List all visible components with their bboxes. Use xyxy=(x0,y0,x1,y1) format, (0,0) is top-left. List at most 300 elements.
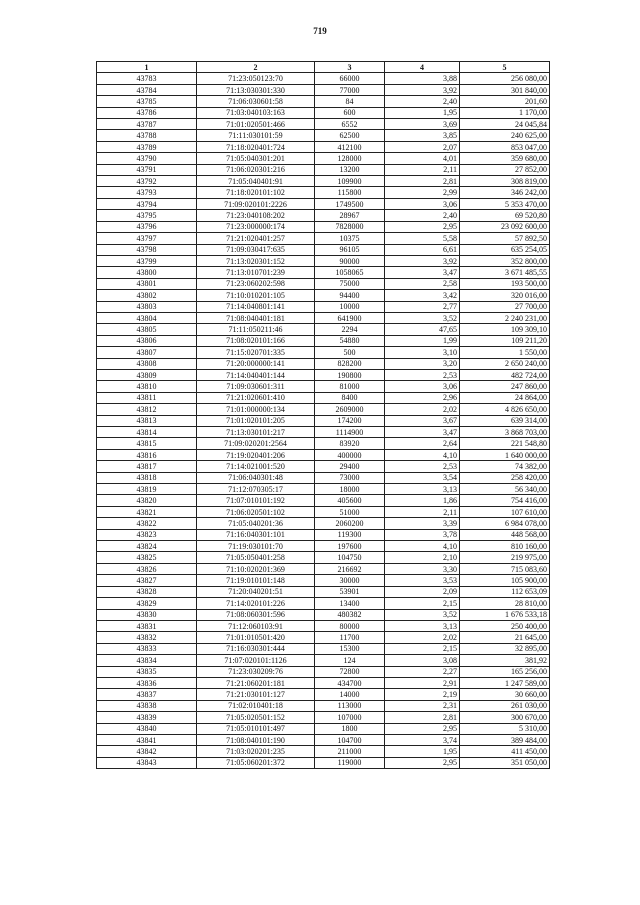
value-cell: 754 416,00 xyxy=(460,495,550,506)
rate-cell: 3,74 xyxy=(385,734,460,745)
rate-cell: 1,95 xyxy=(385,746,460,757)
rate-cell: 3,92 xyxy=(385,84,460,95)
value-cell: 1 640 000,00 xyxy=(460,449,550,460)
row-id-cell: 43808 xyxy=(97,358,197,369)
value-cell: 351 050,00 xyxy=(460,757,550,768)
value-cell: 5 353 470,00 xyxy=(460,198,550,209)
rate-cell: 6,61 xyxy=(385,244,460,255)
table-row xyxy=(97,620,550,631)
page-number: 719 xyxy=(313,26,327,36)
table-row xyxy=(97,598,550,609)
area-cell: 2060200 xyxy=(315,518,385,529)
cadastral-number-cell: 71:08:020101:166 xyxy=(197,335,315,346)
table-row xyxy=(97,255,550,266)
row-id-cell: 43817 xyxy=(97,461,197,472)
table-row xyxy=(97,130,550,141)
row-id-cell: 43803 xyxy=(97,301,197,312)
table-row xyxy=(97,404,550,415)
table-row xyxy=(97,335,550,346)
rate-cell: 2,64 xyxy=(385,438,460,449)
cadastral-number-cell: 71:15:020701:335 xyxy=(197,347,315,358)
table-row xyxy=(97,301,550,312)
cadastral-number-cell: 71:07:010101:192 xyxy=(197,495,315,506)
cadastral-number-cell: 71:06:030601:58 xyxy=(197,96,315,107)
table-row xyxy=(97,244,550,255)
area-cell: 128000 xyxy=(315,153,385,164)
row-id-cell: 43801 xyxy=(97,278,197,289)
table-body xyxy=(97,73,550,769)
area-cell: 828200 xyxy=(315,358,385,369)
rate-cell: 3,54 xyxy=(385,472,460,483)
table-row xyxy=(97,518,550,529)
table-row xyxy=(97,198,550,209)
cadastral-number-cell: 71:09:020101:2226 xyxy=(197,198,315,209)
rate-cell: 2,02 xyxy=(385,632,460,643)
row-id-cell: 43826 xyxy=(97,563,197,574)
cadastral-number-cell: 71:12:070305:17 xyxy=(197,484,315,495)
value-cell: 24 864,00 xyxy=(460,392,550,403)
rate-cell: 3,20 xyxy=(385,358,460,369)
area-cell: 174200 xyxy=(315,415,385,426)
table-row xyxy=(97,278,550,289)
rate-cell: 3,13 xyxy=(385,484,460,495)
cadastral-number-cell: 71:19:010101:148 xyxy=(197,575,315,586)
rate-cell: 47,65 xyxy=(385,324,460,335)
table-row xyxy=(97,449,550,460)
row-id-cell: 43831 xyxy=(97,620,197,631)
row-id-cell: 43795 xyxy=(97,210,197,221)
cadastral-number-cell: 71:03:040103:163 xyxy=(197,107,315,118)
value-cell: 1 247 589,00 xyxy=(460,677,550,688)
value-cell: 258 420,00 xyxy=(460,472,550,483)
value-cell: 1 550,00 xyxy=(460,347,550,358)
cadastral-number-cell: 71:05:010101:497 xyxy=(197,723,315,734)
table-row xyxy=(97,495,550,506)
table-row xyxy=(97,267,550,278)
cadastral-number-cell: 71:14:021001:520 xyxy=(197,461,315,472)
rate-cell: 2,81 xyxy=(385,712,460,723)
cadastral-number-cell: 71:11:030101:59 xyxy=(197,130,315,141)
cadastral-number-cell: 71:13:030301:330 xyxy=(197,84,315,95)
area-cell: 29400 xyxy=(315,461,385,472)
row-id-cell: 43784 xyxy=(97,84,197,95)
rate-cell: 3,52 xyxy=(385,312,460,323)
row-id-cell: 43833 xyxy=(97,643,197,654)
rate-cell: 2,27 xyxy=(385,666,460,677)
area-cell: 115800 xyxy=(315,187,385,198)
rate-cell: 3,88 xyxy=(385,73,460,84)
row-id-cell: 43814 xyxy=(97,427,197,438)
area-cell: 124 xyxy=(315,655,385,666)
area-cell: 80000 xyxy=(315,620,385,631)
row-id-cell: 43792 xyxy=(97,176,197,187)
rate-cell: 2,53 xyxy=(385,369,460,380)
value-cell: 27 700,00 xyxy=(460,301,550,312)
cadastral-number-cell: 71:13:020301:152 xyxy=(197,255,315,266)
table-row xyxy=(97,153,550,164)
cadastral-number-cell: 71:14:040401:144 xyxy=(197,369,315,380)
table-row xyxy=(97,73,550,84)
cadastral-number-cell: 71:05:040201:36 xyxy=(197,518,315,529)
table-row xyxy=(97,506,550,517)
cadastral-number-cell: 71:13:030101:217 xyxy=(197,427,315,438)
rate-cell: 2,10 xyxy=(385,552,460,563)
table-row xyxy=(97,427,550,438)
rate-cell: 5,58 xyxy=(385,233,460,244)
table-row xyxy=(97,187,550,198)
row-id-cell: 43810 xyxy=(97,381,197,392)
table-row xyxy=(97,438,550,449)
row-id-cell: 43821 xyxy=(97,506,197,517)
table-row xyxy=(97,107,550,118)
cadastral-number-cell: 71:14:040801:141 xyxy=(197,301,315,312)
table-row xyxy=(97,757,550,768)
table-row xyxy=(97,586,550,597)
rate-cell: 3,10 xyxy=(385,347,460,358)
area-cell: 72800 xyxy=(315,666,385,677)
value-cell: 23 092 600,00 xyxy=(460,221,550,232)
row-id-cell: 43790 xyxy=(97,153,197,164)
area-cell: 197600 xyxy=(315,541,385,552)
cadastral-number-cell: 71:20:000000:141 xyxy=(197,358,315,369)
table-row xyxy=(97,746,550,757)
area-cell: 434700 xyxy=(315,677,385,688)
area-cell: 1800 xyxy=(315,723,385,734)
rate-cell: 2,95 xyxy=(385,723,460,734)
area-cell: 1114900 xyxy=(315,427,385,438)
row-id-cell: 43789 xyxy=(97,141,197,152)
cadastral-number-cell: 71:05:040401:91 xyxy=(197,176,315,187)
rate-cell: 2,81 xyxy=(385,176,460,187)
value-cell: 24 045,84 xyxy=(460,119,550,130)
cadastral-number-cell: 71:19:020401:206 xyxy=(197,449,315,460)
rate-cell: 2,15 xyxy=(385,643,460,654)
rate-cell: 2,40 xyxy=(385,96,460,107)
row-id-cell: 43828 xyxy=(97,586,197,597)
cadastral-number-cell: 71:10:020201:369 xyxy=(197,563,315,574)
cadastral-number-cell: 71:21:020401:257 xyxy=(197,233,315,244)
area-cell: 1749500 xyxy=(315,198,385,209)
table-row xyxy=(97,552,550,563)
rate-cell: 2,11 xyxy=(385,506,460,517)
row-id-cell: 43843 xyxy=(97,757,197,768)
table-row xyxy=(97,290,550,301)
value-cell: 359 680,00 xyxy=(460,153,550,164)
cadastral-number-cell: 71:06:020501:102 xyxy=(197,506,315,517)
table-row xyxy=(97,369,550,380)
table-row xyxy=(97,119,550,130)
cadastral-number-cell: 71:12:060103:91 xyxy=(197,620,315,631)
value-cell: 3 868 703,00 xyxy=(460,427,550,438)
cadastral-number-cell: 71:16:040301:101 xyxy=(197,529,315,540)
value-cell: 389 484,00 xyxy=(460,734,550,745)
area-cell: 216692 xyxy=(315,563,385,574)
value-cell: 74 382,00 xyxy=(460,461,550,472)
column-header-2: 2 xyxy=(197,62,315,73)
row-id-cell: 43822 xyxy=(97,518,197,529)
value-cell: 30 660,00 xyxy=(460,689,550,700)
cadastral-number-cell: 71:21:020601:410 xyxy=(197,392,315,403)
area-cell: 480382 xyxy=(315,609,385,620)
table-row xyxy=(97,392,550,403)
row-id-cell: 43796 xyxy=(97,221,197,232)
table-header-row xyxy=(97,62,550,73)
table-row xyxy=(97,666,550,677)
area-cell: 2294 xyxy=(315,324,385,335)
row-id-cell: 43838 xyxy=(97,700,197,711)
value-cell: 56 340,00 xyxy=(460,484,550,495)
row-id-cell: 43798 xyxy=(97,244,197,255)
value-cell: 639 314,00 xyxy=(460,415,550,426)
table-row xyxy=(97,96,550,107)
cadastral-value-table xyxy=(96,61,550,769)
value-cell: 112 653,09 xyxy=(460,586,550,597)
area-cell: 83920 xyxy=(315,438,385,449)
table-row xyxy=(97,712,550,723)
value-cell: 2 650 240,00 xyxy=(460,358,550,369)
table-row xyxy=(97,609,550,620)
table-row xyxy=(97,358,550,369)
table-row xyxy=(97,461,550,472)
row-id-cell: 43827 xyxy=(97,575,197,586)
rate-cell: 2,11 xyxy=(385,164,460,175)
area-cell: 73000 xyxy=(315,472,385,483)
rate-cell: 3,30 xyxy=(385,563,460,574)
value-cell: 411 450,00 xyxy=(460,746,550,757)
area-cell: 500 xyxy=(315,347,385,358)
row-id-cell: 43812 xyxy=(97,404,197,415)
area-cell: 10000 xyxy=(315,301,385,312)
value-cell: 482 724,00 xyxy=(460,369,550,380)
rate-cell: 3,85 xyxy=(385,130,460,141)
rate-cell: 3,13 xyxy=(385,620,460,631)
row-id-cell: 43802 xyxy=(97,290,197,301)
cadastral-number-cell: 71:01:020501:466 xyxy=(197,119,315,130)
cadastral-number-cell: 71:16:030301:444 xyxy=(197,643,315,654)
area-cell: 53901 xyxy=(315,586,385,597)
row-id-cell: 43783 xyxy=(97,73,197,84)
row-id-cell: 43800 xyxy=(97,267,197,278)
area-cell: 77000 xyxy=(315,84,385,95)
value-cell: 5 310,00 xyxy=(460,723,550,734)
cadastral-number-cell: 71:07:020101:1126 xyxy=(197,655,315,666)
row-id-cell: 43811 xyxy=(97,392,197,403)
area-cell: 94400 xyxy=(315,290,385,301)
rate-cell: 2,95 xyxy=(385,757,460,768)
area-cell: 109900 xyxy=(315,176,385,187)
cadastral-number-cell: 71:01:000000:134 xyxy=(197,404,315,415)
table-row xyxy=(97,655,550,666)
table-row xyxy=(97,347,550,358)
cadastral-number-cell: 71:23:000000:174 xyxy=(197,221,315,232)
table-row xyxy=(97,541,550,552)
value-cell: 4 826 650,00 xyxy=(460,404,550,415)
value-cell: 109 211,20 xyxy=(460,335,550,346)
value-cell: 250 400,00 xyxy=(460,620,550,631)
row-id-cell: 43797 xyxy=(97,233,197,244)
cadastral-number-cell: 71:10:010201:105 xyxy=(197,290,315,301)
row-id-cell: 43794 xyxy=(97,198,197,209)
cadastral-number-cell: 71:06:040301:48 xyxy=(197,472,315,483)
cadastral-number-cell: 71:05:060201:372 xyxy=(197,757,315,768)
cadastral-number-cell: 71:21:060201:181 xyxy=(197,677,315,688)
table-row xyxy=(97,381,550,392)
rate-cell: 2,95 xyxy=(385,221,460,232)
value-cell: 810 160,00 xyxy=(460,541,550,552)
cadastral-number-cell: 71:06:020301:216 xyxy=(197,164,315,175)
table-row xyxy=(97,643,550,654)
table-row xyxy=(97,141,550,152)
value-cell: 32 895,00 xyxy=(460,643,550,654)
rate-cell: 3,08 xyxy=(385,655,460,666)
area-cell: 119000 xyxy=(315,757,385,768)
area-cell: 66000 xyxy=(315,73,385,84)
value-cell: 853 047,00 xyxy=(460,141,550,152)
table-row xyxy=(97,84,550,95)
table-row xyxy=(97,415,550,426)
rate-cell: 1,95 xyxy=(385,107,460,118)
area-cell: 18000 xyxy=(315,484,385,495)
row-id-cell: 43820 xyxy=(97,495,197,506)
table-row xyxy=(97,210,550,221)
area-cell: 1058065 xyxy=(315,267,385,278)
rate-cell: 2,99 xyxy=(385,187,460,198)
area-cell: 190800 xyxy=(315,369,385,380)
row-id-cell: 43793 xyxy=(97,187,197,198)
area-cell: 96105 xyxy=(315,244,385,255)
table-row xyxy=(97,472,550,483)
table-row xyxy=(97,312,550,323)
rate-cell: 3,78 xyxy=(385,529,460,540)
row-id-cell: 43804 xyxy=(97,312,197,323)
table-row xyxy=(97,324,550,335)
rate-cell: 1,86 xyxy=(385,495,460,506)
rate-cell: 2,07 xyxy=(385,141,460,152)
area-cell: 11700 xyxy=(315,632,385,643)
rate-cell: 4,01 xyxy=(385,153,460,164)
area-cell: 400000 xyxy=(315,449,385,460)
area-cell: 28967 xyxy=(315,210,385,221)
row-id-cell: 43834 xyxy=(97,655,197,666)
row-id-cell: 43842 xyxy=(97,746,197,757)
value-cell: 352 800,00 xyxy=(460,255,550,266)
value-cell: 219 975,00 xyxy=(460,552,550,563)
value-cell: 3 671 485,55 xyxy=(460,267,550,278)
cadastral-number-cell: 71:05:020501:152 xyxy=(197,712,315,723)
cadastral-number-cell: 71:08:040401:181 xyxy=(197,312,315,323)
row-id-cell: 43809 xyxy=(97,369,197,380)
rate-cell: 2,02 xyxy=(385,404,460,415)
area-cell: 119300 xyxy=(315,529,385,540)
table-row xyxy=(97,176,550,187)
table-row xyxy=(97,689,550,700)
area-cell: 211000 xyxy=(315,746,385,757)
row-id-cell: 43841 xyxy=(97,734,197,745)
area-cell: 8400 xyxy=(315,392,385,403)
rate-cell: 2,58 xyxy=(385,278,460,289)
area-cell: 14000 xyxy=(315,689,385,700)
rate-cell: 3,67 xyxy=(385,415,460,426)
cadastral-number-cell: 71:13:010701:239 xyxy=(197,267,315,278)
rate-cell: 2,31 xyxy=(385,700,460,711)
area-cell: 81000 xyxy=(315,381,385,392)
area-cell: 13200 xyxy=(315,164,385,175)
rate-cell: 2,96 xyxy=(385,392,460,403)
value-cell: 165 256,00 xyxy=(460,666,550,677)
cadastral-number-cell: 71:23:040108:202 xyxy=(197,210,315,221)
rate-cell: 4,10 xyxy=(385,449,460,460)
area-cell: 15300 xyxy=(315,643,385,654)
cadastral-number-cell: 71:18:020101:102 xyxy=(197,187,315,198)
rate-cell: 2,40 xyxy=(385,210,460,221)
row-id-cell: 43816 xyxy=(97,449,197,460)
rate-cell: 3,47 xyxy=(385,427,460,438)
rate-cell: 2,15 xyxy=(385,598,460,609)
value-cell: 57 892,50 xyxy=(460,233,550,244)
area-cell: 10375 xyxy=(315,233,385,244)
area-cell: 62500 xyxy=(315,130,385,141)
cadastral-number-cell: 71:01:020101:205 xyxy=(197,415,315,426)
value-cell: 1 170,00 xyxy=(460,107,550,118)
rate-cell: 2,53 xyxy=(385,461,460,472)
value-cell: 448 568,00 xyxy=(460,529,550,540)
table-row xyxy=(97,575,550,586)
area-cell: 600 xyxy=(315,107,385,118)
value-cell: 107 610,00 xyxy=(460,506,550,517)
value-cell: 221 548,80 xyxy=(460,438,550,449)
cadastral-number-cell: 71:08:040101:190 xyxy=(197,734,315,745)
row-id-cell: 43840 xyxy=(97,723,197,734)
row-id-cell: 43791 xyxy=(97,164,197,175)
row-id-cell: 43835 xyxy=(97,666,197,677)
table-row xyxy=(97,164,550,175)
area-cell: 51000 xyxy=(315,506,385,517)
value-cell: 193 500,00 xyxy=(460,278,550,289)
cadastral-number-cell: 71:18:020401:724 xyxy=(197,141,315,152)
rate-cell: 2,19 xyxy=(385,689,460,700)
rate-cell: 3,52 xyxy=(385,609,460,620)
table-row xyxy=(97,563,550,574)
row-id-cell: 43836 xyxy=(97,677,197,688)
cadastral-number-cell: 71:21:030101:127 xyxy=(197,689,315,700)
table-row xyxy=(97,221,550,232)
value-cell: 21 645,00 xyxy=(460,632,550,643)
rate-cell: 3,42 xyxy=(385,290,460,301)
row-id-cell: 43824 xyxy=(97,541,197,552)
cadastral-number-cell: 71:09:030601:311 xyxy=(197,381,315,392)
row-id-cell: 43788 xyxy=(97,130,197,141)
area-cell: 412100 xyxy=(315,141,385,152)
table-row xyxy=(97,484,550,495)
cadastral-number-cell: 71:05:040301:201 xyxy=(197,153,315,164)
value-cell: 105 900,00 xyxy=(460,575,550,586)
cadastral-number-cell: 71:08:060301:596 xyxy=(197,609,315,620)
cadastral-number-cell: 71:02:010401:18 xyxy=(197,700,315,711)
value-cell: 308 819,00 xyxy=(460,176,550,187)
column-header-5: 5 xyxy=(460,62,550,73)
row-id-cell: 43830 xyxy=(97,609,197,620)
area-cell: 6552 xyxy=(315,119,385,130)
value-cell: 256 080,00 xyxy=(460,73,550,84)
value-cell: 261 030,00 xyxy=(460,700,550,711)
row-id-cell: 43818 xyxy=(97,472,197,483)
table-row xyxy=(97,700,550,711)
row-id-cell: 43799 xyxy=(97,255,197,266)
area-cell: 75000 xyxy=(315,278,385,289)
rate-cell: 3,47 xyxy=(385,267,460,278)
area-cell: 84 xyxy=(315,96,385,107)
table-row xyxy=(97,677,550,688)
